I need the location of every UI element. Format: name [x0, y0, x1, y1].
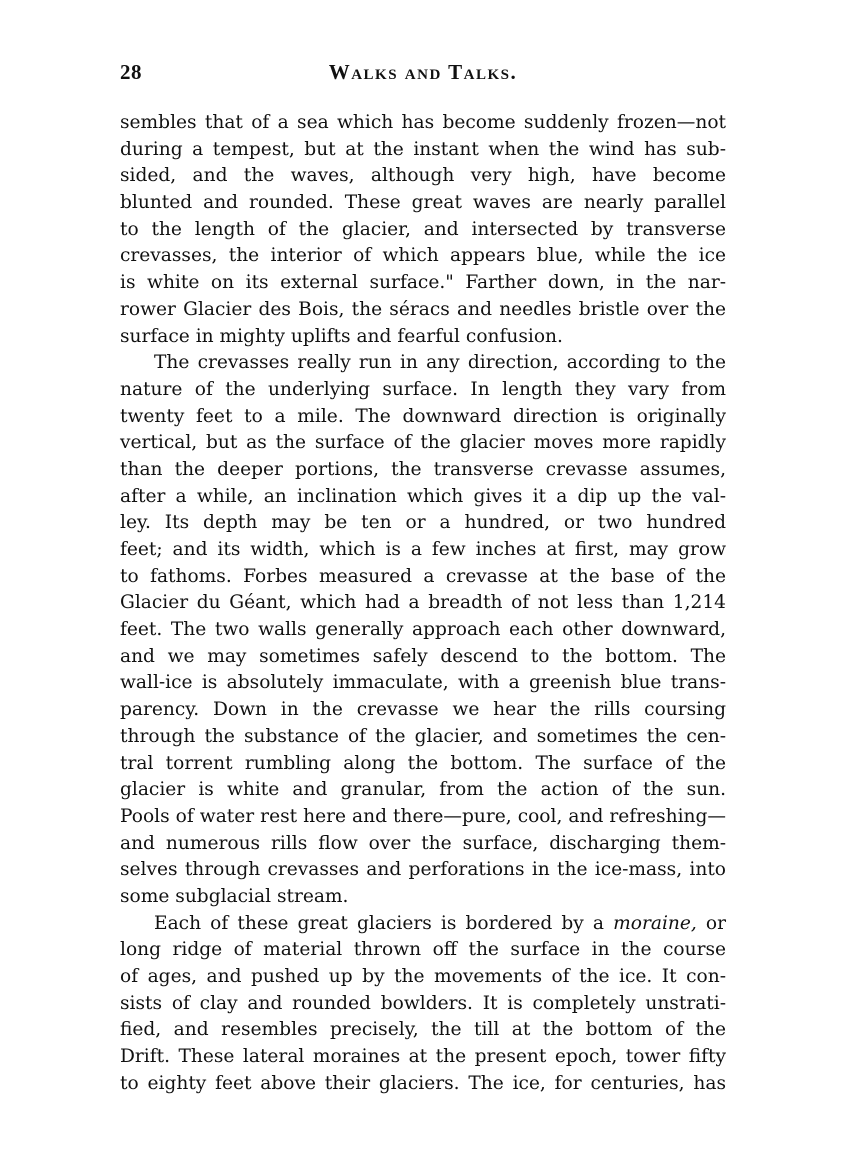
text-line: sists of clay and rounded bowlders. It is completely unstrati- — [120, 992, 726, 1014]
text-line: vertical, but as the surface of the glacier moves more rapidly — [120, 432, 726, 454]
text-line: than the deeper portions, the transverse crevasse assumes, — [120, 458, 726, 480]
text-line: after a while, an inclination which gives it a dip up the val- — [120, 485, 726, 507]
text-line: long ridge of material thrown off the surface in the course — [120, 939, 726, 961]
text-line: through the substance of the glacier, and sometimes the cen- — [120, 725, 726, 747]
text-line: some subglacial stream. — [120, 885, 349, 907]
text-line: Drift. These lateral moraines at the present epoch, tower fifty — [120, 1046, 726, 1068]
text-line: selves through crevasses and perforations in the ice-mass, into — [120, 859, 726, 881]
text-line: to fathoms. Forbes measured a crevasse at the base of the — [120, 565, 726, 587]
text-line: ley. Its depth may be ten or a hundred, or two hundred — [120, 512, 726, 534]
italic-term: moraine, — [613, 912, 697, 934]
text-line: rower Glacier des Bois, the séracs and needles bristle over the — [120, 298, 726, 320]
text-line: fied, and resembles precisely, the till at the bottom of the — [120, 1019, 726, 1041]
text-line: The crevasses really run in any direction, according to the — [154, 352, 726, 374]
text-line: and numerous rills flow over the surface, discharging them- — [120, 832, 726, 854]
text-line: Pools of water rest here and there—pure, cool, and refreshing— — [120, 805, 726, 827]
text-line: feet. The two walls generally approach each other downward, — [120, 619, 726, 641]
book-page — [120, 54, 726, 1097]
text-run: or — [696, 912, 727, 934]
text-line: nature of the underlying surface. In length they vary from — [120, 378, 726, 400]
text-line: tral torrent rumbling along the bottom. The surface of the — [120, 752, 726, 774]
text-line: twenty feet to a mile. The downward direction is originally — [120, 405, 726, 427]
paragraph — [120, 110, 726, 350]
text-line: of ages, and pushed up by the movements of the ice. It con- — [120, 966, 726, 987]
text-line: sided, and the waves, although very high, have become — [120, 165, 726, 187]
text-line: crevasses, the interior of which appears blue, while the ice — [120, 245, 726, 267]
text-line: to the length of the glacier, and intersected by transverse — [120, 218, 726, 240]
running-title: Walks and Talks. — [328, 60, 518, 84]
paragraph — [120, 911, 726, 1098]
text-line: is white on its external surface." Farther down, in the nar- — [120, 272, 726, 294]
text-line: and we may sometimes safely descend to the bottom. The — [120, 645, 726, 667]
text-line: parency. Down in the crevasse we hear the rills coursing — [120, 699, 726, 721]
text-line: blunted and rounded. These great waves are nearly parallel — [120, 192, 726, 214]
text-line: feet; and its width, which is a few inches at first, may grow — [120, 539, 726, 560]
text-line: glacier is white and granular, from the action of the sun. — [120, 779, 726, 801]
body-text — [120, 110, 726, 1097]
text-line: sembles that of a sea which has become suddenly frozen—not — [120, 112, 726, 133]
text-line — [120, 911, 726, 938]
running-head — [120, 54, 726, 94]
text-line: during a tempest, but at the instant when the wind has sub- — [120, 138, 726, 160]
page-number: 28 — [120, 60, 142, 84]
text-run: Each of these great glaciers is bordered by a — [154, 912, 614, 934]
text-line: Glacier du Géant, which had a breadth of not less than 1,214 — [120, 592, 726, 614]
text-line: to eighty feet above their glaciers. The ice, for centuries, has — [120, 1072, 726, 1094]
text-line: wall-ice is absolutely immaculate, with a greenish blue trans- — [120, 672, 726, 694]
text-line: surface in mighty uplifts and fearful confusion. — [120, 325, 563, 347]
paragraph — [120, 350, 726, 910]
